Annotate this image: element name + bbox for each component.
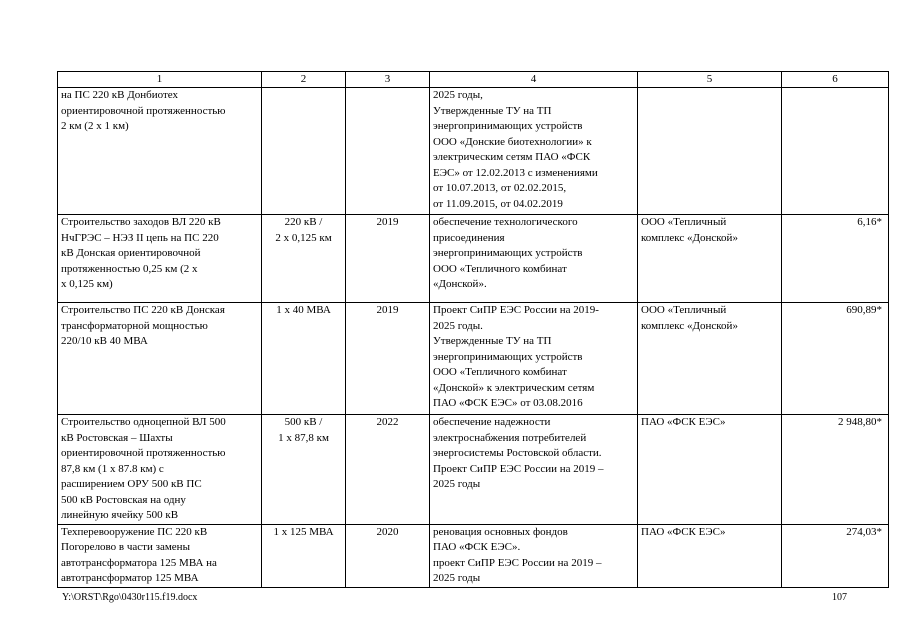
cell-line: «Донской» к электрическим сетям xyxy=(433,381,595,394)
cell-year xyxy=(346,303,430,415)
cell-line: Проект СиПР ЕЭС России на 2019- xyxy=(433,304,599,316)
cell-value: 2 948,80* xyxy=(838,416,882,428)
cell-capacity xyxy=(262,215,346,303)
cell-line: от 11.09.2015, от 04.02.2019 xyxy=(433,197,563,210)
cell-year xyxy=(346,88,430,215)
cell-line: 2 х 0,125 км xyxy=(275,231,332,244)
column-header: 2 xyxy=(262,72,346,88)
cell-object-name xyxy=(58,303,262,415)
cell-line: ООО «Тепличного комбинат xyxy=(433,262,567,275)
cell-line: 2 км (2 х 1 км) xyxy=(61,120,129,132)
cell-line: обеспечение надежности xyxy=(433,416,551,428)
cell-line: ООО «Тепличного комбинат xyxy=(433,366,567,378)
cell-line: ПАО «ФСК ЕЭС» от 03.08.2016 xyxy=(433,397,583,409)
cell-capacity xyxy=(262,415,346,525)
cell-value: 2022 xyxy=(376,416,399,428)
cell-object-name xyxy=(58,88,262,215)
cell-organization xyxy=(638,524,782,587)
table-row xyxy=(58,303,889,415)
cell-organization xyxy=(638,88,782,215)
table-row xyxy=(58,524,889,587)
cell-value: 274,03* xyxy=(846,525,882,538)
cell-cost xyxy=(782,88,889,215)
cell-line: трансформаторной мощностью xyxy=(61,319,208,332)
cell-cost xyxy=(782,415,889,525)
cell-capacity xyxy=(262,88,346,215)
cell-line: на ПС 220 кВ Донбиотех xyxy=(61,89,179,101)
column-header: 4 xyxy=(430,72,638,88)
cell-line: ПАО «ФСК ЕЭС» xyxy=(641,525,726,538)
cell-line: 2025 годы xyxy=(433,572,481,584)
cell-line: 500 кВ / xyxy=(284,416,323,428)
cell-line: протяженностью 0,25 км (2 х xyxy=(61,262,198,275)
cell-justification xyxy=(430,215,638,303)
cell-line: 1 х 40 МВА xyxy=(276,304,331,316)
cell-line: х 0,125 км) xyxy=(61,278,113,290)
cell-justification xyxy=(430,415,638,525)
cell-line: 2025 годы. xyxy=(433,319,483,332)
cell-line: проект СиПР ЕЭС России на 2019 – xyxy=(433,556,602,569)
table-row xyxy=(58,215,889,303)
cell-capacity xyxy=(262,524,346,587)
cell-organization xyxy=(638,215,782,303)
cell-value: 690,89* xyxy=(846,304,882,316)
cell-line: обеспечение технологического xyxy=(433,216,578,228)
cell-object-name xyxy=(58,524,262,587)
cell-cost xyxy=(782,303,889,415)
cell-line: энергосистемы Ростовской области. xyxy=(433,447,602,459)
cell-line: 87,8 км (1 х 87.8 км) с xyxy=(61,462,164,475)
column-header: 5 xyxy=(638,72,782,88)
cell-line: комплекс «Донской» xyxy=(641,231,738,244)
cell-line: кВ Ростовская – Шахты xyxy=(61,431,173,444)
cell-line: автотрансформатора 125 МВА на xyxy=(61,556,217,569)
cell-organization xyxy=(638,303,782,415)
cell-cost xyxy=(782,524,889,587)
cell-line: ПАО «ФСК ЕЭС». xyxy=(433,541,521,553)
cell-line: реновация основных фондов xyxy=(433,525,568,538)
cell-line: энергопринимающих устройств xyxy=(433,247,583,259)
cell-line: ЕЭС» от 12.02.2013 с изменениями xyxy=(433,166,598,179)
cell-line: 1 х 87,8 км xyxy=(278,431,329,444)
cell-justification xyxy=(430,88,638,215)
cell-line: электрическим сетям ПАО «ФСК xyxy=(433,151,591,163)
document-path: Y:\ORST\Rgo\0430r115.f19.docx xyxy=(62,592,198,603)
cell-capacity xyxy=(262,303,346,415)
cell-line: комплекс «Донской» xyxy=(641,319,738,332)
cell-line: энергопринимающих устройств xyxy=(433,120,583,132)
cell-line: Техперевооружение ПС 220 кВ xyxy=(61,525,208,538)
cell-line: ООО «Тепличный xyxy=(641,216,727,228)
table-header-row xyxy=(58,72,889,88)
page-number: 107 xyxy=(832,592,847,603)
cell-line: Строительство заходов ВЛ 220 кВ xyxy=(61,216,221,228)
cell-line: Утвержденные ТУ на ТП xyxy=(433,335,552,347)
cell-line: Проект СиПР ЕЭС России на 2019 – xyxy=(433,462,604,475)
cell-line: Строительство одноцепной ВЛ 500 xyxy=(61,416,226,428)
table-row xyxy=(58,415,889,525)
cell-line: 220 кВ / xyxy=(284,216,323,228)
cell-justification xyxy=(430,303,638,415)
cell-value: 2019 xyxy=(376,304,399,316)
cell-line: присоединения xyxy=(433,231,505,244)
column-header: 6 xyxy=(782,72,889,88)
cell-line: электроснабжения потребителей xyxy=(433,431,587,444)
cell-line: линейную ячейку 500 кВ xyxy=(61,509,179,521)
cell-line: энергопринимающих устройств xyxy=(433,350,583,363)
cell-year xyxy=(346,524,430,587)
cell-value: 2020 xyxy=(376,525,399,538)
table-row xyxy=(58,88,889,215)
cell-line: 1 х 125 МВА xyxy=(273,525,334,538)
column-header: 3 xyxy=(346,72,430,88)
cell-justification xyxy=(430,524,638,587)
cell-line: НчГРЭС – НЭЗ II цепь на ПС 220 xyxy=(61,231,219,244)
cell-object-name xyxy=(58,415,262,525)
cell-line: Строительство ПС 220 кВ Донская xyxy=(61,304,225,316)
cell-organization xyxy=(638,415,782,525)
cell-line: 500 кВ Ростовская на одну xyxy=(61,493,186,506)
cell-line: ООО «Тепличный xyxy=(641,304,727,316)
cell-line: ПАО «ФСК ЕЭС» xyxy=(641,416,726,428)
cell-line: кВ Донская ориентировочной xyxy=(61,247,201,259)
cell-line: Утвержденные ТУ на ТП xyxy=(433,104,552,117)
cell-line: ориентировочной протяженностью xyxy=(61,104,226,117)
column-header: 1 xyxy=(58,72,262,88)
cell-year xyxy=(346,215,430,303)
investment-table xyxy=(57,71,889,588)
cell-cost xyxy=(782,215,889,303)
cell-value: 6,16* xyxy=(857,216,882,228)
cell-object-name xyxy=(58,215,262,303)
cell-line: 2025 годы, xyxy=(433,89,483,101)
cell-line: ООО «Донские биотехнологии» к xyxy=(433,135,592,148)
cell-line: от 10.07.2013, от 02.02.2015, xyxy=(433,182,567,194)
cell-line: ориентировочной протяженностью xyxy=(61,447,226,459)
cell-line: 220/10 кВ 40 МВА xyxy=(61,335,148,347)
cell-value: 2019 xyxy=(376,216,399,228)
cell-line: «Донской». xyxy=(433,278,487,290)
cell-line: автотрансформатор 125 МВА xyxy=(61,572,199,584)
cell-year xyxy=(346,415,430,525)
cell-line: расширением ОРУ 500 кВ ПС xyxy=(61,478,202,490)
cell-line: 2025 годы xyxy=(433,478,481,490)
cell-line: Погорелово в части замены xyxy=(61,541,190,553)
